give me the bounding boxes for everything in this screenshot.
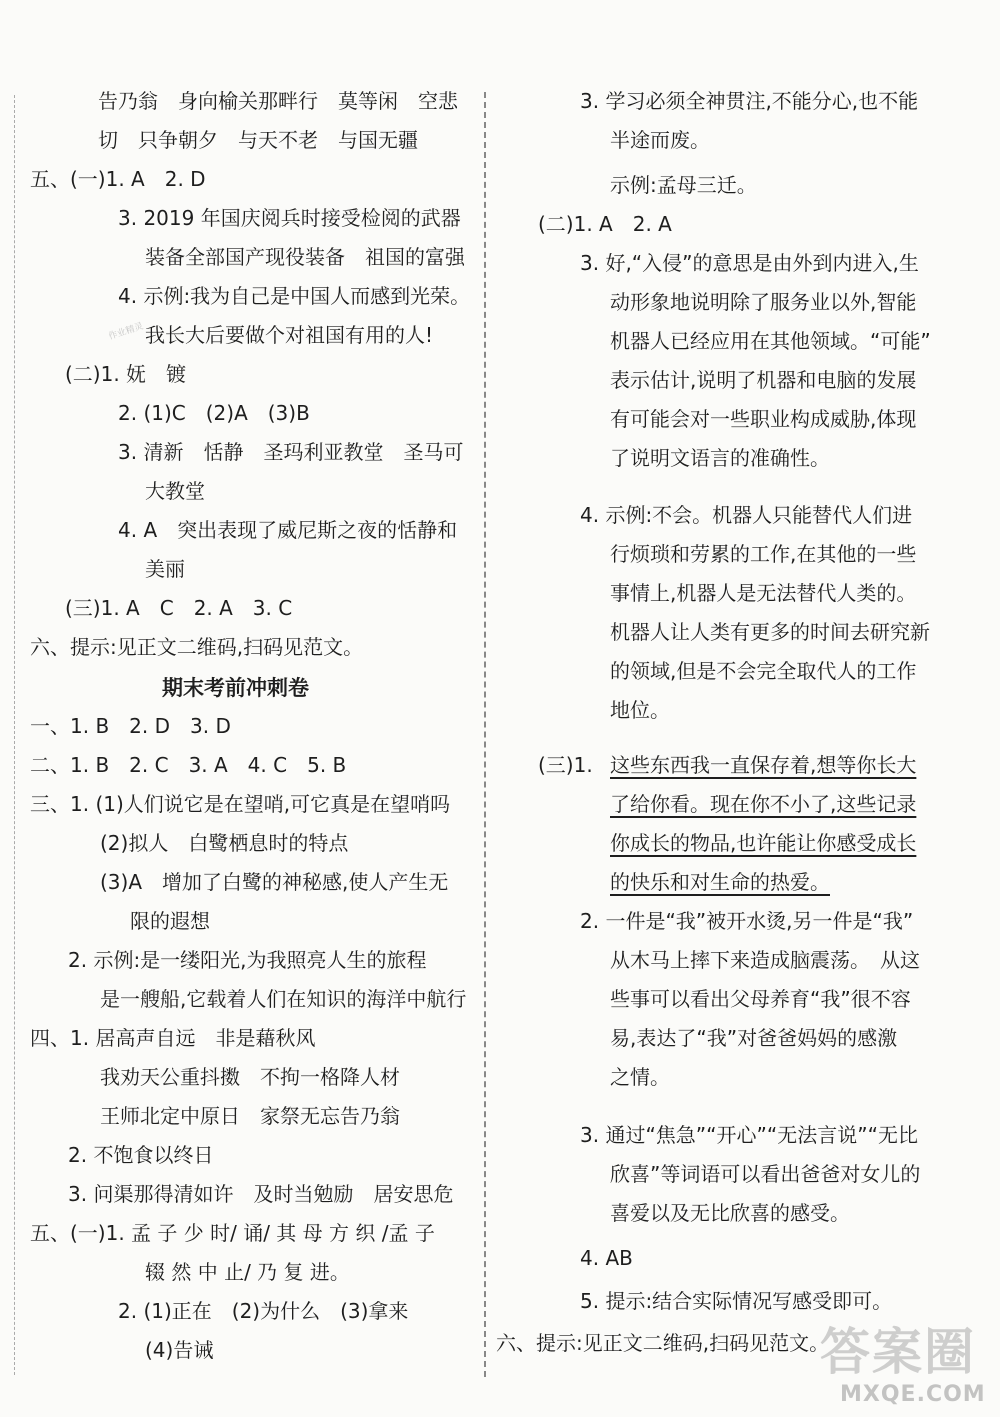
watermark-logo: 答案圈 [820,1323,976,1381]
section-heading: (二)1. 妩 镀 [65,362,187,386]
section-heading: 六、提示:见正文二维码,扫码见范文。 [30,635,364,659]
answer-line: (4)告诫 [145,1338,214,1362]
answer-line: 王师北定中原日 家祭无忘告乃翁 [100,1104,400,1128]
section-heading: 六、提示:见正文二维码,扫码见范文。 [496,1331,830,1355]
watermark-url: MXQE.COM [840,1382,986,1407]
answer-line: 我长大后要做个对祖国有用的人! [145,323,434,347]
section-heading: 二、1. B 2. C 3. A 4. C 5. B [30,753,347,777]
answer-line: 3. 好,“入侵”的意思是由外到内进入,生 [580,251,919,275]
answer-line: (3)A 增加了白鹭的神秘感,使人产生无 [100,870,449,894]
answer-line: 有可能会对一些职业构成威胁,体现 [610,407,917,431]
section-heading: (二)1. A 2. A [538,212,672,236]
section-heading: 四、1. 居高声自远 非是藉秋风 [30,1026,316,1050]
underlined-answer-line: 你成长的物品,也许能让你感受成长 [610,831,917,855]
answer-line: 易,表达了“我”对爸爸妈妈的感激 [610,1026,898,1050]
answer-line: 3. 通过“焦急”“开心”“无法言说”“无比 [580,1123,918,1147]
section-heading: 三、1. (1)人们说它是在望哨,可它真是在望哨吗 [30,792,451,816]
answer-line: 之情。 [610,1065,670,1089]
answer-line: 4. AB [580,1246,633,1270]
column-divider [484,92,486,1377]
answer-line: 了说明文语言的准确性。 [610,446,830,470]
answer-line: 2. 一件是“我”被开水烫,另一件是“我” [580,909,914,933]
answer-line: 3. 问渠那得清如许 及时当勉励 居安思危 [68,1182,454,1206]
stamp-mark: 作业精灵 [107,321,145,343]
answer-line: 3. 学习必须全神贯注,不能分心,也不能 [580,89,919,113]
answer-line: 4. 示例:不会。机器人只能替代人们进 [580,503,913,527]
section-heading: 五、(一)1. A 2. D [30,167,206,191]
answer-line: 机器人已经应用在其他领域。“可能” [610,329,931,353]
answer-line: (2)拟人 白鹭栖息时的特点 [100,831,349,855]
answer-line: 半途而废。 [610,128,710,152]
answer-line: 动形象地说明除了服务业以外,智能 [610,290,917,314]
answer-line: 地位。 [610,698,670,722]
answer-line: 从木马上摔下来造成脑震荡。 从这 [610,948,920,972]
section-heading: (三)1. A C 2. A 3. C [65,596,293,620]
answer-line: 4. 示例:我为自己是中国人而感到光荣。 [118,284,471,308]
answer-line: 限的遐想 [130,909,210,933]
answer-line: 示例:孟母三迁。 [610,173,757,197]
answer-line: 我劝天公重抖擞 不拘一格降人材 [100,1065,400,1089]
answer-line: 欣喜”等词语可以看出爸爸对女儿的 [610,1162,921,1186]
answer-line: 2. (1)正在 (2)为什么 (3)拿来 [118,1299,409,1323]
underlined-answer-line: 了给你看。现在你不小了,这些记录 [610,792,917,816]
underlined-answer-line: 这些东西我一直保存着,想等你长大 [610,753,917,777]
answer-line: 的领域,但是不会完全取代人的工作 [610,659,917,683]
exam-title: 期末考前冲刺卷 [162,676,309,700]
watermark [810,1312,995,1412]
section-heading: (三)1. [538,753,593,777]
answer-line: 3. 清新 恬静 圣玛利亚教堂 圣马可 [118,440,464,464]
answer-line: 5. 提示:结合实际情况写感受即可。 [580,1289,893,1313]
answer-line: 2. 不饱食以终日 [68,1143,214,1167]
answer-line: 辍 然 中 止/ 乃 复 进。 [145,1260,350,1284]
answer-line: 机器人让人类有更多的时间去研究新 [610,620,930,644]
answer-line: 美丽 [145,557,185,581]
answer-line: 4. A 突出表现了威尼斯之夜的恬静和 [118,518,458,542]
answer-line: 告乃翁 身向榆关那畔行 莫等闲 空悲 [98,89,458,113]
page-edge-line [14,95,15,1375]
answer-line: 装备全部国产现役装备 祖国的富强 [145,245,465,269]
answer-line: 3. 2019 年国庆阅兵时接受检阅的武器 [118,206,461,230]
section-heading: 一、1. B 2. D 3. D [30,714,231,738]
section-heading: 五、(一)1. 孟 子 少 时/ 诵/ 其 母 方 织 /孟 子 [30,1221,435,1245]
answer-line: 些事可以看出父母养育“我”很不容 [610,987,911,1011]
underlined-answer-line: 的快乐和对生命的热爱。 [610,870,830,894]
answer-line: 喜爱以及无比欣喜的感受。 [610,1201,850,1225]
answer-line: 行烦琐和劳累的工作,在其他的一些 [610,542,917,566]
answer-line: 是一艘船,它载着人们在知识的海洋中航行 [100,987,467,1011]
answer-line: 大教堂 [145,479,205,503]
answer-line: 切 只争朝夕 与天不老 与国无疆 [98,128,418,152]
answer-line: 2. (1)C (2)A (3)B [118,401,310,425]
answer-line: 表示估计,说明了机器和电脑的发展 [610,368,917,392]
answer-line: 事情上,机器人是无法替代人类的。 [610,581,917,605]
answer-line: 2. 示例:是一缕阳光,为我照亮人生的旅程 [68,948,427,972]
